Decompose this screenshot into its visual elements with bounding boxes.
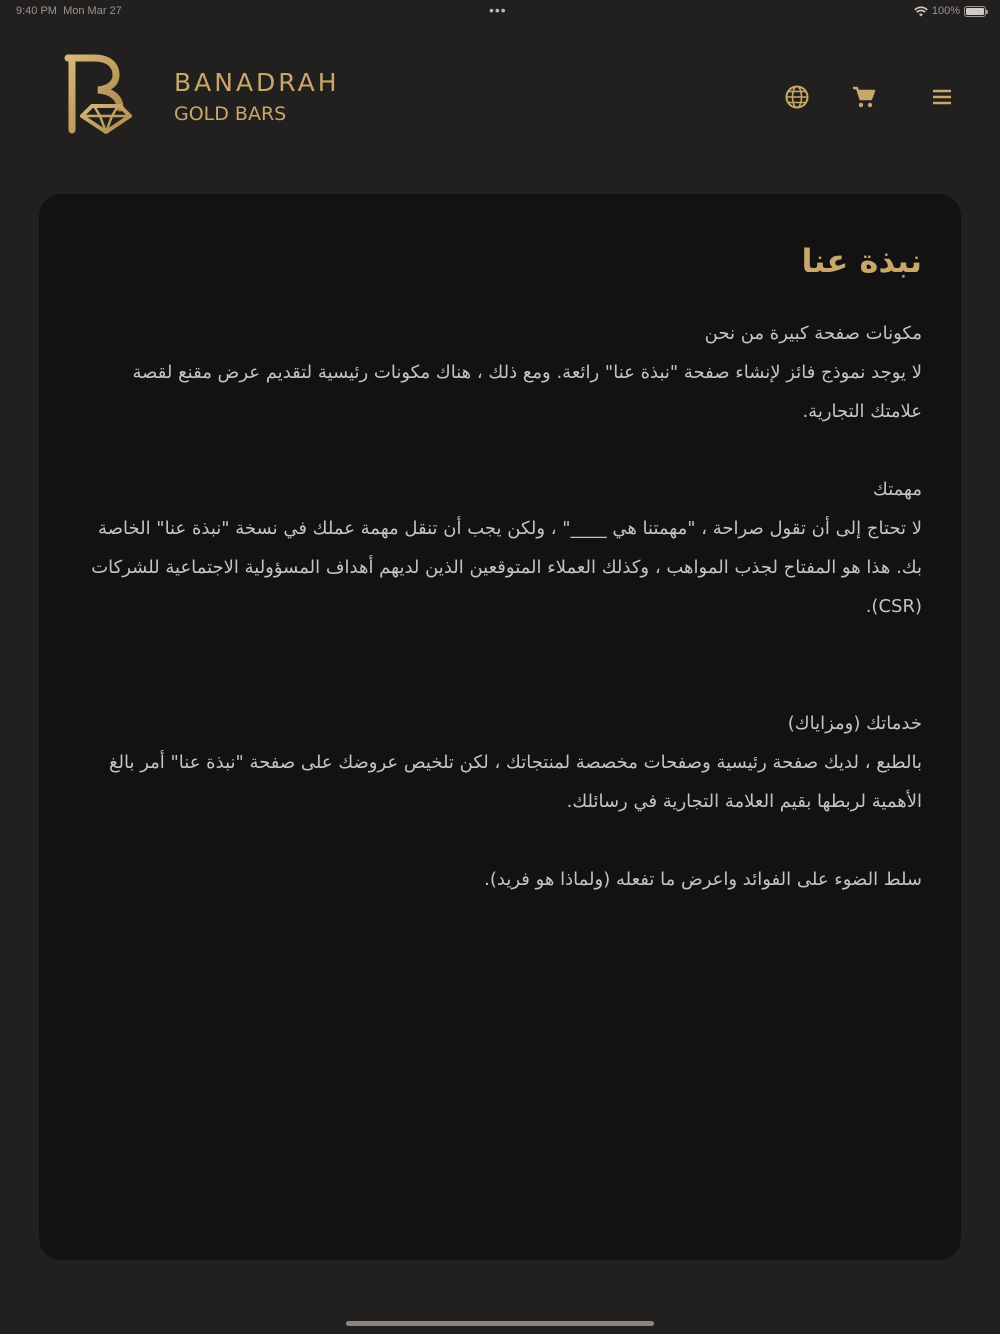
about-body <box>82 314 922 899</box>
brand-subtitle: GOLD BARS <box>174 103 287 125</box>
section3-text: بالطبع ، لديك صفحة رئيسية وصفحات مخصصة لمنتجاتك ، لكن تلخيص عروضك على صفحة "نبذة عنا" أمر بالغ الأهمية لربطها بقيم العلامة التجارية في رسائلك. <box>108 752 922 812</box>
section4-text: سلط الضوء على الفوائد واعرض ما تفعله (ولماذا هو فريد). <box>484 869 922 890</box>
battery-percent: 100% <box>931 5 960 17</box>
section1-heading: مكونات صفحة كبيرة من نحن <box>704 323 922 344</box>
page-title: نبذة عنا <box>801 242 922 280</box>
status-time <box>16 5 122 17</box>
menu-icon[interactable] <box>929 84 955 110</box>
brand-name: BANADRAH <box>174 68 340 97</box>
banadrah-logo[interactable] <box>64 54 134 136</box>
section2-text: لا تحتاج إلى أن تقول صراحة ، "مهمتنا هي ____" ، ولكن يجب أن تنقل مهمة عملك في نسخة "نبذة عنا" الخاصة بك. هذا هو المفتاح لجذب المواهب ، وكذلك العملاء المتوقعين الذين لديهم أهداف المسؤولية الاجتماعية للشركات (CSR). <box>91 518 922 617</box>
status-time-text: 9:40 PM <box>16 5 57 17</box>
app-header <box>0 40 1000 160</box>
section3-heading: خدماتك (ومزاياك) <box>787 713 922 734</box>
status-bar <box>0 0 1000 24</box>
status-date-text: Mon Mar 27 <box>63 5 122 17</box>
about-card <box>39 194 961 1260</box>
home-indicator[interactable] <box>346 1321 654 1326</box>
status-indicators <box>914 5 986 17</box>
section1-text: لا يوجد نموذج فائز لإنشاء صفحة "نبذة عنا" رائعة. ومع ذلك ، هناك مكونات رئيسية لتقديم عرض مقنع لقصة علامتك التجارية. <box>132 362 922 422</box>
section2-heading: مهمتك <box>873 479 922 500</box>
multitasking-dots-icon[interactable]: ••• <box>489 2 507 18</box>
cart-icon[interactable] <box>851 84 877 110</box>
globe-icon[interactable] <box>784 84 810 110</box>
battery-icon <box>964 6 986 17</box>
wifi-icon <box>914 6 928 17</box>
